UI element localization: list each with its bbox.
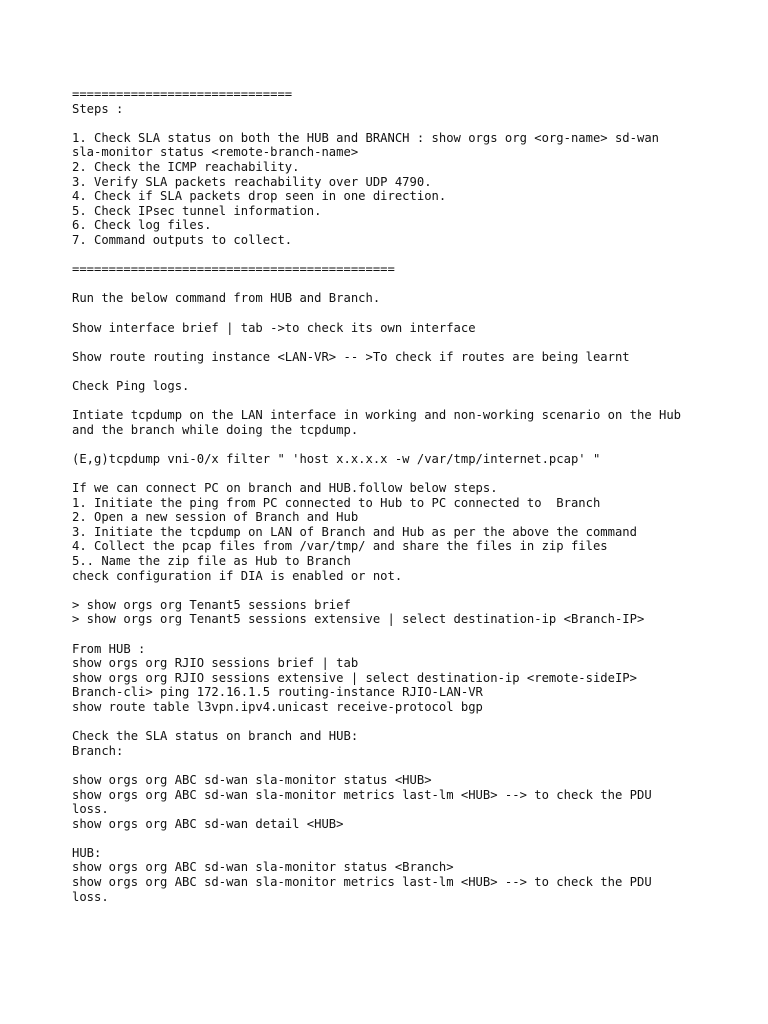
text-line: show route table l3vpn.ipv4.unicast receive-protocol bgp <box>72 699 483 714</box>
blank-line <box>72 306 752 321</box>
blank-line <box>72 437 752 452</box>
text-line: 2. Open a new session of Branch and Hub <box>72 510 359 525</box>
text-line: Check the SLA status on branch and HUB: <box>72 729 359 744</box>
blank-line <box>72 466 752 481</box>
text-line: > show orgs org Tenant5 sessions extensive | select destination-ip <Branch-IP> <box>72 612 645 627</box>
text-line: 1. Initiate the ping from PC connected to Hub to PC connected to Branch <box>72 495 601 510</box>
text-line: loss. <box>72 889 109 904</box>
text-line: 4. Check if SLA packets drop seen in one direction. <box>72 189 447 204</box>
blank-line <box>72 393 752 408</box>
blank-line <box>72 715 752 730</box>
text-line: ============================== <box>72 87 293 101</box>
text-line: show orgs org ABC sd-wan sla-monitor metrics last-lm <HUB> --> to check the PDU <box>72 875 652 890</box>
text-line: ============================================ <box>72 262 395 277</box>
blank-line <box>72 364 752 379</box>
blank-line <box>72 116 752 131</box>
text-line: HUB: <box>72 845 102 860</box>
text-line: 1. Check SLA status on both the HUB and BRANCH : show orgs org <org-name> sd-wan <box>72 130 659 145</box>
blank-line <box>72 627 752 642</box>
text-line: and the branch while doing the tcpdump. <box>72 422 359 437</box>
text-line: 7. Command outputs to collect. <box>72 232 293 247</box>
text-line: Branch: <box>72 743 124 758</box>
text-line: show orgs org ABC sd-wan sla-monitor metrics last-lm <HUB> --> to check the PDU <box>72 787 652 802</box>
text-line: 4. Collect the pcap files from /var/tmp/ and share the files in zip files <box>72 539 608 554</box>
blank-line <box>72 335 752 350</box>
blank-line <box>72 583 752 598</box>
text-line: show orgs org ABC sd-wan sla-monitor status <HUB> <box>72 772 432 787</box>
text-line: Steps : <box>72 101 124 116</box>
text-line: show orgs org ABC sd-wan detail <HUB> <box>72 816 344 831</box>
text-line: loss. <box>72 802 109 817</box>
text-line: show orgs org ABC sd-wan sla-monitor status <Branch> <box>72 860 454 875</box>
blank-line <box>72 758 752 773</box>
text-line: check configuration if DIA is enabled or not. <box>72 568 403 583</box>
text-line: Show interface brief | tab ->to check its own interface <box>72 320 476 335</box>
blank-line <box>72 831 752 846</box>
text-line: Show route routing instance <LAN-VR> -- >To check if routes are being learnt <box>72 349 630 364</box>
text-line: show orgs org RJIO sessions brief | tab <box>72 656 359 671</box>
text-line: (E,g)tcpdump vni-0/x filter " 'host x.x.x.x -w /var/tmp/internet.pcap' " <box>72 451 601 466</box>
text-line: > show orgs org Tenant5 sessions brief <box>72 597 351 612</box>
text-line: sla-monitor status <remote-branch-name> <box>72 145 359 160</box>
text-line: Check Ping logs. <box>72 378 190 393</box>
document-page <box>72 87 752 904</box>
blank-line <box>72 277 752 292</box>
text-line: If we can connect PC on branch and HUB.follow below steps. <box>72 481 498 496</box>
text-line: 5.. Name the zip file as Hub to Branch <box>72 554 351 568</box>
text-line: 6. Check log files. <box>72 218 212 233</box>
blank-line <box>72 248 752 263</box>
text-line: 3. Verify SLA packets reachability over UDP 4790. <box>72 174 432 189</box>
text-line: 2. Check the ICMP reachability. <box>72 159 300 174</box>
text-line: Intiate tcpdump on the LAN interface in working and non-working scenario on the Hub <box>72 408 682 423</box>
text-line: 3. Initiate the tcpdump on LAN of Branch and Hub as per the above the command <box>72 524 637 539</box>
text-line: 5. Check IPsec tunnel information. <box>72 203 322 218</box>
text-line: Run the below command from HUB and Branch. <box>72 291 381 306</box>
text-line: show orgs org RJIO sessions extensive | select destination-ip <remote-sideIP> <box>72 670 637 685</box>
text-line: Branch-cli> ping 172.16.1.5 routing-instance RJIO-LAN-VR <box>72 685 483 700</box>
text-line: From HUB : <box>72 641 146 656</box>
